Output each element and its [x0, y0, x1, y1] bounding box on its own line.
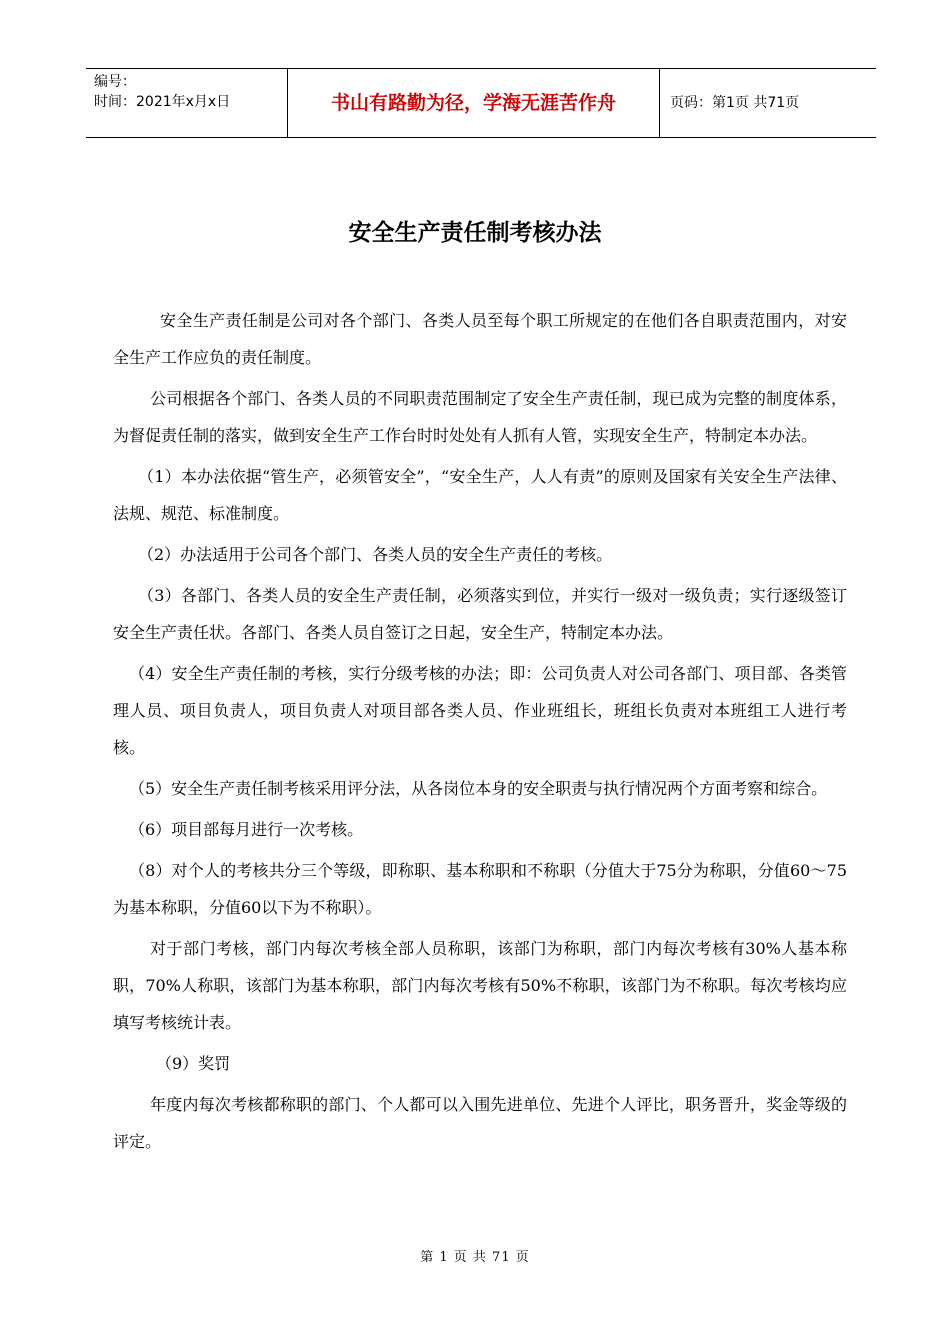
paragraph-rewards: 年度内每次考核都称职的部门、个人都可以入围先进单位、先进个人评比，职务晋升，奖金等级的评定。 — [113, 1095, 847, 1151]
document-time-label: 时间：2021年x月x日 — [94, 94, 231, 110]
paragraph-item-3: （3）各部门、各类人员的安全生产责任制，必须落实到位，并实行一级对一级负责；实行逐级签订安全生产责任状。各部门、各类人员自签订之日起，安全生产，特制定本办法。 — [113, 586, 847, 642]
paragraph-item-5: （5）安全生产责任制考核采用评分法，从各岗位本身的安全职责与执行情况两个方面考察和综合。 — [129, 779, 828, 798]
paragraph-item-4: （4）安全生产责任制的考核，实行分级考核的办法；即：公司负责人对公司各部门、项目部、各类管理人员、项目负责人，项目负责人对项目部各类人员、作业班组长，班组长负责对本班组工人进行考核。 — [113, 664, 847, 757]
paragraph-item-2: （2）办法适用于公司各个部门、各类人员的安全生产责任的考核。 — [138, 545, 613, 564]
header-meta-cell — [86, 69, 287, 137]
paragraph-intro: 安全生产责任制是公司对各个部门、各类人员至每个职工所规定的在他们各自职责范围内，对安全生产工作应负的责任制度。 — [113, 311, 847, 367]
page-header — [86, 68, 876, 138]
document-title: 安全生产责任制考核办法 — [348, 220, 602, 246]
document-body — [113, 302, 847, 1164]
paragraph-department-assessment: 对于部门考核，部门内每次考核全部人员称职，该部门为称职，部门内每次考核有30%人基本称职，70%人称职，该部门为基本称职，部门内每次考核有50%不称职，该部门为不称职。每次考核均应填写考核统计表。 — [113, 939, 847, 1032]
paragraph-purpose: 公司根据各个部门、各类人员的不同职责范围制定了安全生产责任制，现已成为完整的制度体系，为督促责任制的落实，做到安全生产工作台时时处处有人抓有人管，实现安全生产，特制定本办法。 — [113, 389, 847, 445]
page-footer: 第 1 页 共 71 页 — [420, 1250, 530, 1265]
header-slogan-cell — [287, 69, 660, 137]
paragraph-item-9-heading: （9）奖罚 — [156, 1054, 231, 1073]
document-number-label: 编号： — [94, 74, 136, 90]
header-page-cell — [660, 69, 876, 137]
header-page-label: 页码：第1页 共71页 — [670, 95, 800, 111]
header-slogan: 书山有路勤为径，学海无涯苦作舟 — [330, 92, 616, 114]
paragraph-item-1: （1）本办法依据“管生产，必须管安全”，“安全生产，人人有责”的原则及国家有关安全生产法律、法规、规范、标准制度。 — [113, 467, 847, 523]
paragraph-item-8: （8）对个人的考核共分三个等级，即称职、基本称职和不称职（分值大于75分为称职，分值60～75为基本称职，分值60以下为不称职）。 — [113, 861, 847, 917]
paragraph-item-6: （6）项目部每月进行一次考核。 — [129, 820, 364, 839]
